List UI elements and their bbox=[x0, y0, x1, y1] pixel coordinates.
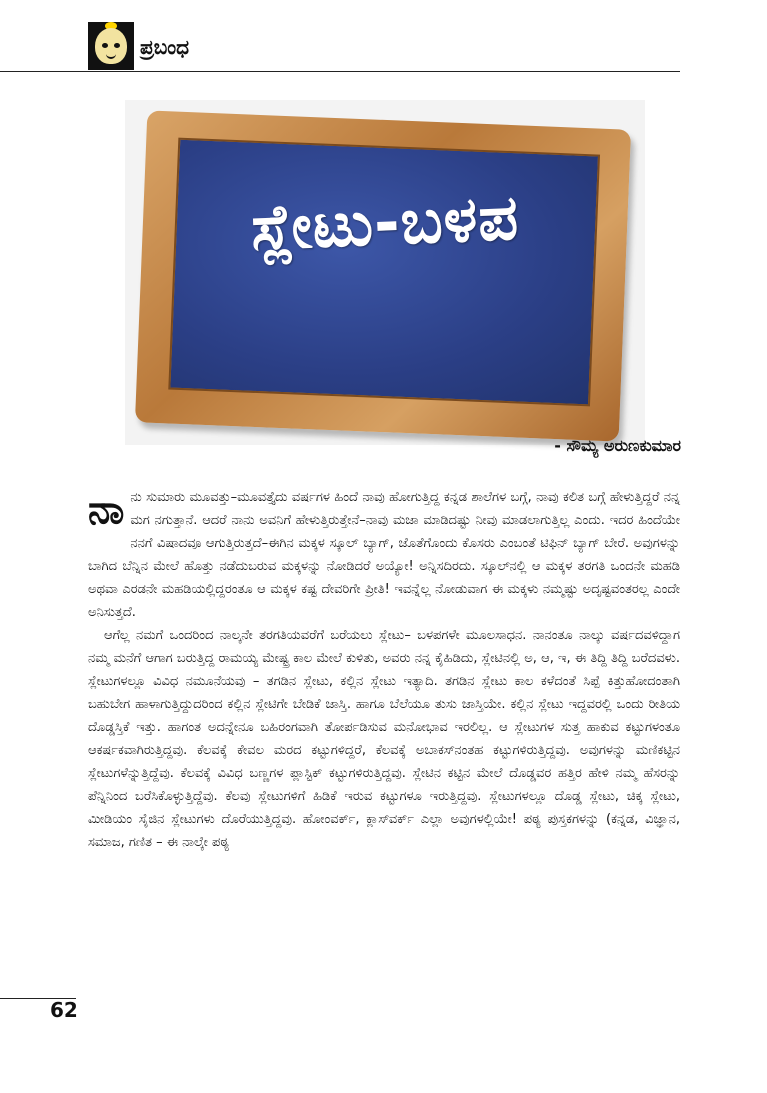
section-logo-icon bbox=[88, 22, 134, 70]
left-eye bbox=[102, 43, 108, 48]
slate-image bbox=[125, 100, 645, 445]
mouth bbox=[106, 53, 116, 59]
section-label: ಪ್ರಬಂಧ bbox=[140, 35, 190, 59]
slate-title: ಸ್ಲೇಟು-ಬಳಪ bbox=[249, 180, 521, 265]
page-number: 62 bbox=[50, 998, 78, 1022]
article-body bbox=[88, 486, 680, 854]
paragraph-1 bbox=[88, 486, 680, 624]
slate-frame bbox=[135, 110, 631, 441]
slate-board bbox=[168, 138, 600, 407]
drop-cap: ನಾ bbox=[88, 487, 125, 533]
face-icon bbox=[95, 28, 127, 64]
header-divider bbox=[0, 71, 680, 72]
right-eye bbox=[114, 43, 120, 48]
paragraph-2: ಆಗೆಲ್ಲ ನಮಗೆ ಒಂದರಿಂದ ನಾಲ್ಕನೇ ತರಗತಿಯವರೆಗೆ ಬರೆಯಲು ಸ್ಲೇಟು– ಬಳಪಗಳೇ ಮೂಲಸಾಧನ. ನಾನಂತೂ ನಾಲ್ಕು ವರ್ಷದವಳಿದ್ದಾಗ ನಮ್ಮ ಮನೆಗೆ ಆಗಾಗ ಬರುತ್ತಿದ್ದ ರಾಮಯ್ಯ ಮೇಷ್ಟ್ರ ಕಾಲ ಮೇಲೆ ಕುಳಿತು, ಅವರು ನನ್ನ ಕೈಹಿಡಿದು, ಸ್ಲೇಟಿನಲ್ಲಿ ಅ, ಆ, ಇ, ಈ ತಿದ್ದಿ ತಿದ್ದಿ ಬರೆದವಳು. ಸ್ಲೇಟುಗಳಲ್ಲೂ ವಿವಿಧ ನಮೂನೆಯವು – ತಗಡಿನ ಸ್ಲೇಟು, ಕಲ್ಲಿನ ಸ್ಲೇಟು ಇತ್ಯಾದಿ. ತಗಡಿನ ಸ್ಲೇಟು ಕಾಲ ಕಳೆದಂತೆ ಸಿಪ್ಪೆ ಕಿತ್ತುಹೋದಂತಾಗಿ ಬಹುಬೇಗ ಹಾಳಾಗುತ್ತಿದ್ದುದರಿಂದ ಕಲ್ಲಿನ ಸ್ಲೇಟಿಗೇ ಬೇಡಿಕೆ ಜಾಸ್ತಿ. ಹಾಗೂ ಬೆಲೆಯೂ ತುಸು ಜಾಸ್ತಿಯೇ. ಕಲ್ಲಿನ ಸ್ಲೇಟು ಇದ್ದವರಲ್ಲಿ ಒಂದು ರೀತಿಯ ದೊಡ್ಡಸ್ತಿಕೆ ಇತ್ತು. ಹಾಗಂತ ಅದನ್ನೇನೂ ಬಹಿರಂಗವಾಗಿ ತೋರ್ಪಡಿಸುವ ಮನೋಭಾವ ಇರಲಿಲ್ಲ. ಆ ಸ್ಲೇಟುಗಳ ಸುತ್ತ ಹಾಕುವ ಕಟ್ಟುಗಳಂತೂ ಆಕರ್ಷಕವಾಗಿರುತ್ತಿದ್ದವು. ಕೆಲವಕ್ಕೆ ಕೇವಲ ಮರದ ಕಟ್ಟುಗಳಿದ್ದರೆ, ಕೆಲವಕ್ಕೆ ಅಬಾಕಸ್‍ನಂತಹ ಕಟ್ಟುಗಳಿರುತ್ತಿದ್ದವು. ಅವುಗಳನ್ನು ಮಣಿಕಟ್ಟಿನ ಸ್ಲೇಟುಗಳೆನ್ನುತ್ತಿದ್ದೆವು. ಕೆಲವಕ್ಕೆ ವಿವಿಧ ಬಣ್ಣಗಳ ಪ್ಲಾಸ್ಟಿಕ್ ಕಟ್ಟುಗಳಿರುತ್ತಿದ್ದವು. ಸ್ಲೇಟಿನ ಕಟ್ಟಿನ ಮೇಲೆ ದೊಡ್ಡವರ ಹತ್ತಿರ ಹೇಳಿ ನಮ್ಮ ಹೆಸರನ್ನು ಪೆನ್ನಿನಿಂದ ಬರೆಸಿಕೊಳ್ಳುತ್ತಿದ್ದೆವು. ಕೆಲವು ಸ್ಲೇಟುಗಳಿಗೆ ಹಿಡಿಕೆ ಇರುವ ಕಟ್ಟುಗಳೂ ಇರುತ್ತಿದ್ದವು. ಸ್ಲೇಟುಗಳಲ್ಲೂ ದೊಡ್ಡ ಸ್ಲೇಟು, ಚಿಕ್ಕ ಸ್ಲೇಟು, ಮೀಡಿಯಂ ಸೈಜಿನ ಸ್ಲೇಟುಗಳು ದೊರೆಯುತ್ತಿದ್ದವು. ಹೋಂವರ್ಕ್, ಕ್ಲಾಸ್‍ವರ್ಕ್ ಎಲ್ಲಾ ಅವುಗಳಲ್ಲಿಯೇ! ಪಠ್ಯ ಪುಸ್ತಕಗಳನ್ನು (ಕನ್ನಡ, ವಿಜ್ಞಾನ, ಸಮಾಜ, ಗಣಿತ – ಈ ನಾಲ್ಕೇ ಪಠ್ಯ bbox=[88, 628, 680, 850]
paragraph-1-text: ನು ಸುಮಾರು ಮೂವತ್ತು–ಮೂವತ್ತೈದು ವರ್ಷಗಳ ಹಿಂದೆ ನಾವು ಹೋಗುತ್ತಿದ್ದ ಕನ್ನಡ ಶಾಲೆಗಳ ಬಗ್ಗೆ, ನಾವು ಕಲಿತ ಬಗ್ಗೆ ಹೇಳುತ್ತಿದ್ದರೆ ನನ್ನ ಮಗ ನಗುತ್ತಾನೆ. ಆದರೆ ನಾನು ಅವನಿಗೆ ಹೇಳುತ್ತಿರುತ್ತೇನೆ–ನಾವು ಮಜಾ ಮಾಡಿದಷ್ಟು ನೀವು ಮಾಡಲಾಗುತ್ತಿಲ್ಲ ಎಂದು. ಇದರ ಹಿಂದೆಯೇ ನನಗೆ ವಿಷಾದವೂ ಆಗುತ್ತಿರುತ್ತದೆ–ಈಗಿನ ಮಕ್ಕಳ ಸ್ಕೂಲ್ ಬ್ಯಾಗ್, ಜೊತೆಗೊಂದು ಕೊಸರು ಎಂಬಂತೆ ಟಿಫಿನ್ ಬ್ಯಾಗ್ ಬೇರೆ. ಅವುಗಳನ್ನು ಬಾಗಿದ ಬೆನ್ನಿನ ಮೇಲೆ ಹೊತ್ತು ನಡೆದುಬರುವ ಮಕ್ಕಳನ್ನು ನೋಡಿದರೆ ಅಯ್ಯೋ! ಅನ್ನಿಸದಿರದು. ಸ್ಕೂಲ್‍ನಲ್ಲಿ ಆ ಮಕ್ಕಳ ತರಗತಿ ಒಂದನೇ ಮಹಡಿ ಅಥವಾ ಎರಡನೇ ಮಹಡಿಯಲ್ಲಿದ್ದರಂತೂ ಆ ಮಕ್ಕಳ ಕಷ್ಟ ದೇವರಿಗೇ ಪ್ರೀತಿ! ಇವನ್ನೆಲ್ಲ ನೋಡುವಾಗ ಈ ಮಕ್ಕಳು ನಮ್ಮಷ್ಟು ಅದೃಷ್ಟವಂತರಲ್ಲ ಎಂದೇ ಅನಿಸುತ್ತದೆ. bbox=[88, 490, 680, 620]
author-byline: - ಸೌಮ್ಯ ಅರುಣಕುಮಾರ bbox=[554, 436, 681, 455]
